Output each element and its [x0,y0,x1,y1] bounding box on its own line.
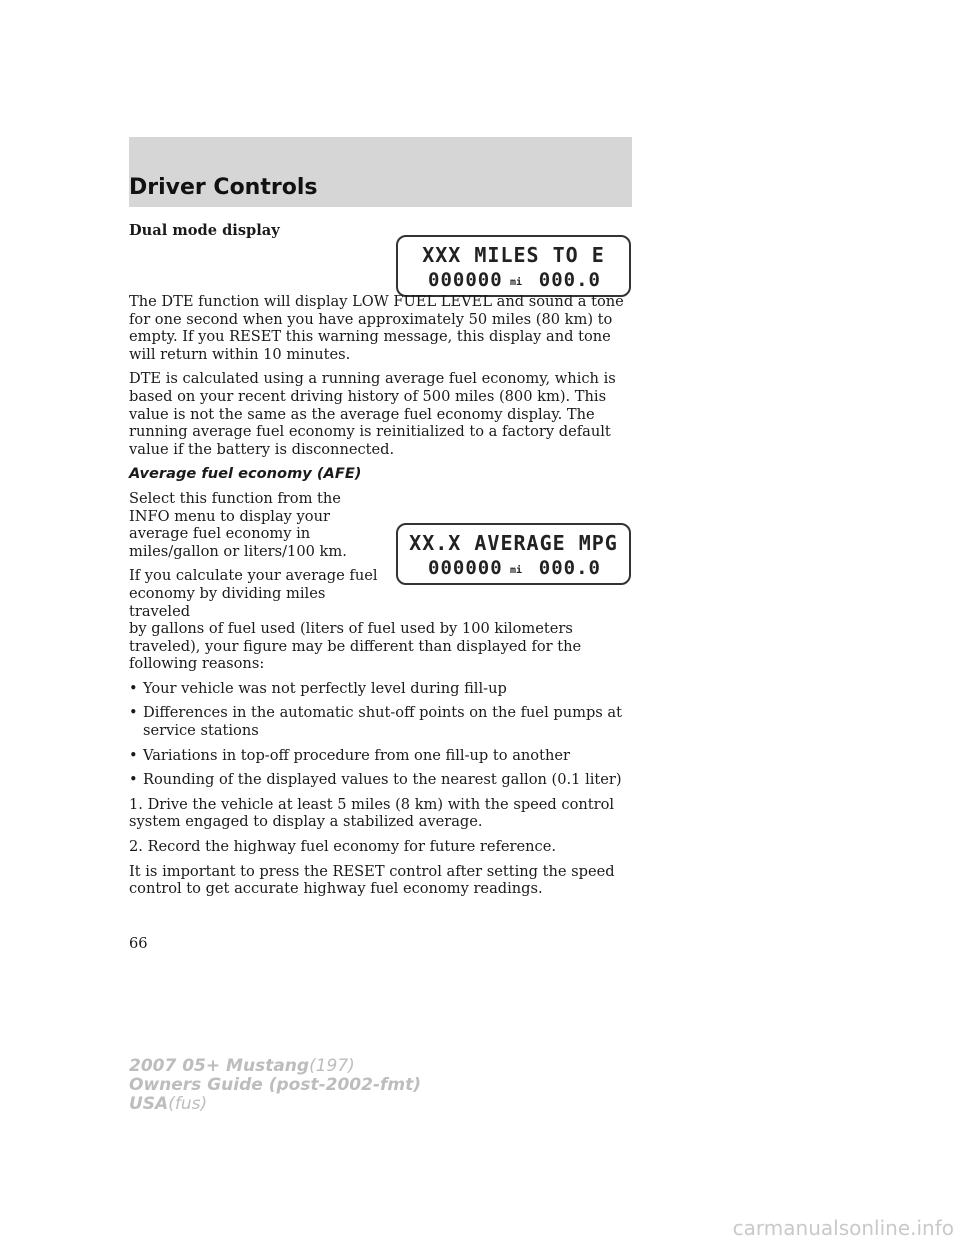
page-number: 66 [129,935,148,952]
document-footer: 2007 05+ Mustang(197) Owners Guide (post-2002-fmt) USA(fus) [129,1056,422,1114]
dual-mode-heading: Dual mode display [129,222,280,239]
list-item: • Variations in top-off procedure from one fill-up to another [129,746,570,764]
watermark: carmanualsonline.info [732,1216,954,1240]
dte-display-line1: XXX MILES TO E [422,243,605,267]
dte-paragraph-2: DTE is calculated using a running average fuel economy, which is based on your recent driving history of 500 miles (800 km). This value is not the same as the average fuel economy display. The running average fuel economy is reinitialized to a factory default value if the battery is disconnected. [129,370,616,458]
afe-display-trip: 000.0 [538,557,601,579]
afe-display-unit: mi [510,565,523,576]
dte-display-trip: 000.0 [538,269,601,291]
reasons-list [129,680,639,789]
list-item: • Differences in the automatic shut-off points on the fuel pumps at service stations [129,704,622,740]
dte-display-odometer: 000000 [428,269,503,291]
list-item: • Your vehicle was not perfectly level during fill-up [129,679,507,697]
afe-display-odometer: 000000 [428,557,503,579]
afe-paragraph-1: Select this function from the INFO menu to display your average fuel economy in miles/gallon or liters/100 km. [129,489,347,560]
afe-heading: Average fuel economy (AFE) [129,465,362,483]
step-1: 1. Drive the vehicle at least 5 miles (8 km) with the speed control system engaged to display a stabilized average. [129,795,615,831]
dte-paragraph-1: The DTE function will display LOW FUEL LEVEL and sound a tone for one second when you have approximately 50 miles (80 km) to empty. If you RESET this warning message, this display and tone will return within 10 minutes. [129,293,624,363]
afe-paragraph-2a: If you calculate your average fuel economy by dividing miles traveled [129,567,378,620]
afe-paragraph-2b: by gallons of fuel used (liters of fuel used by 100 kilometers traveled), your figure may be different than displayed for the following reasons: [129,620,582,673]
dte-display-unit: mi [510,277,523,288]
page-content [129,222,639,905]
list-item: • Rounding of the displayed values to the nearest gallon (0.1 liter) [129,771,622,789]
afe-display-line1: XX.X AVERAGE MPG [409,531,618,555]
section-title: Driver Controls [129,175,318,200]
step-2: 2. Record the highway fuel economy for future reference. [129,838,557,856]
closing-paragraph: It is important to press the RESET control after setting the speed control to get accurate highway fuel economy readings. [129,862,615,898]
